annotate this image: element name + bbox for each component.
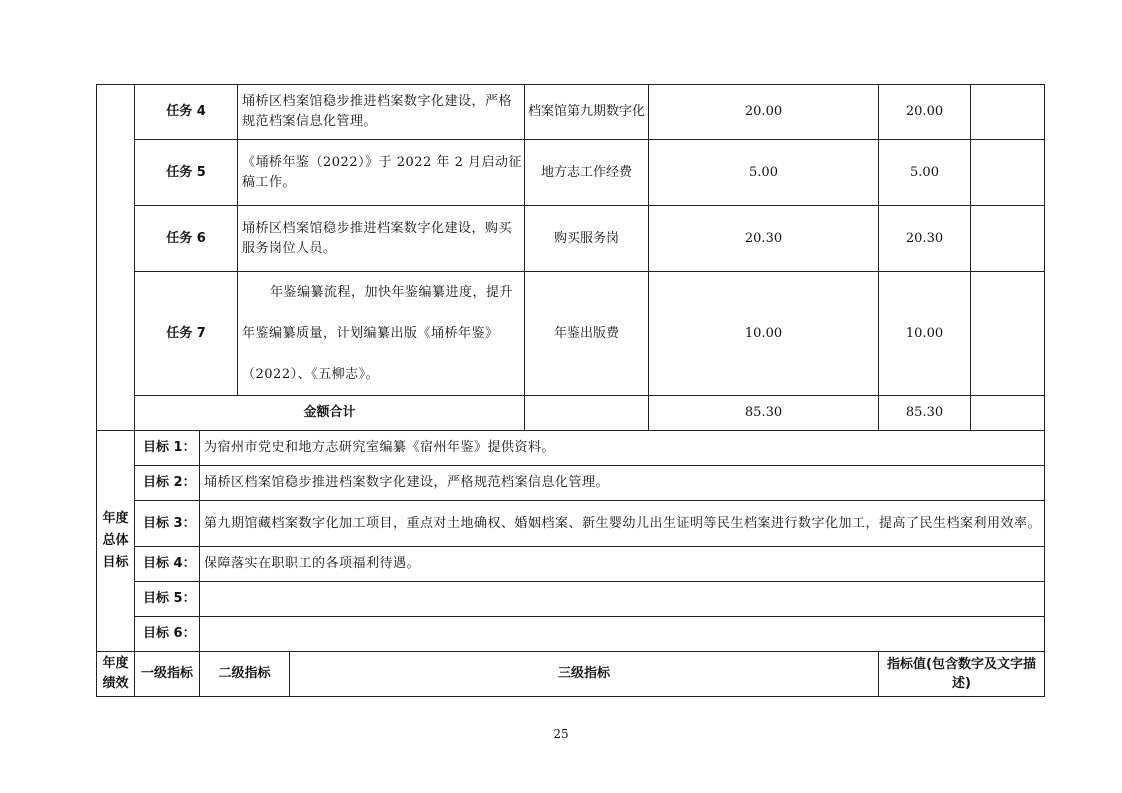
task-amount-actual: 20.00	[905, 104, 944, 119]
task-project: 年鉴出版费	[553, 325, 619, 341]
task-amount-actual: 10.00	[905, 325, 944, 341]
task-name: 任务 5	[166, 164, 206, 180]
task-project: 档案馆第九期数字化	[527, 104, 645, 119]
performance-section-label: 年度绩效	[102, 656, 129, 691]
goal-text: 第九期馆藏档案数字化加工项目，重点对土地确权、婚姻档案、新生婴幼儿出生证明等民生档案进行数字化加工，提高了民生档案利用效率。	[204, 516, 1042, 531]
goal-label: 目标 4：	[143, 556, 196, 571]
level3-indicator-header: 三级指标	[557, 666, 610, 681]
task-description: 《埇桥年鉴（2022）》于 2022 年 2 月启动征稿工作。	[242, 154, 522, 190]
total-amount-budget: 85.30	[744, 405, 783, 420]
task-amount-budget: 20.30	[744, 230, 783, 246]
page-number: 25	[553, 727, 569, 741]
indicator-value-header: 指标值(包含数字及文字描述)	[887, 657, 1036, 691]
total-amount-actual: 85.30	[905, 405, 944, 420]
task-project: 地方志工作经费	[540, 164, 632, 180]
goal-text	[200, 617, 1044, 651]
task-amount-budget: 5.00	[749, 164, 778, 180]
goals-section-label: 年度总体目标	[102, 511, 129, 570]
col-divider	[970, 84, 971, 430]
goal-label: 目标 6：	[143, 626, 196, 641]
goal-label: 目标 1：	[143, 440, 196, 455]
goal-label: 目标 2：	[143, 475, 196, 490]
task-name: 任务 6	[166, 230, 206, 246]
table-border-bottom	[96, 696, 1045, 697]
goal-text: 为宿州市党史和地方志研究室编纂《宿州年鉴》提供资料。	[204, 440, 556, 455]
task-amount-budget: 10.00	[744, 325, 783, 341]
goal-label: 目标 3：	[143, 515, 196, 531]
level2-indicator-header: 二级指标	[218, 666, 271, 681]
task-amount-budget: 20.00	[744, 104, 783, 119]
goal-text	[200, 582, 1044, 616]
task-description: 埇桥区档案馆稳步推进档案数字化建设，严格规范档案信息化管理。	[242, 94, 513, 129]
task-name: 任务 4	[166, 104, 206, 119]
table-border-right	[1044, 84, 1045, 697]
task-description: 年鉴编纂流程，加快年鉴编纂进度，提升年鉴编纂质量，计划编纂出版《埇桥年鉴》（2022）、《五柳志》。	[242, 285, 514, 382]
task-amount-actual: 5.00	[910, 164, 939, 180]
goal-text: 保障落实在职职工的各项福利待遇。	[204, 556, 421, 571]
task-name: 任务 7	[166, 325, 206, 341]
level1-indicator-header: 一级指标	[140, 666, 193, 681]
task-amount-actual: 20.30	[905, 230, 944, 246]
task-description: 埇桥区档案馆稳步推进档案数字化建设，购买服务岗位人员。	[242, 220, 513, 256]
goal-label: 目标 5：	[143, 591, 196, 606]
total-label: 金额合计	[303, 405, 356, 420]
goal-text: 埇桥区档案馆稳步推进档案数字化建设，严格规范档案信息化管理。	[204, 475, 610, 490]
task-project: 购买服务岗	[553, 230, 619, 246]
